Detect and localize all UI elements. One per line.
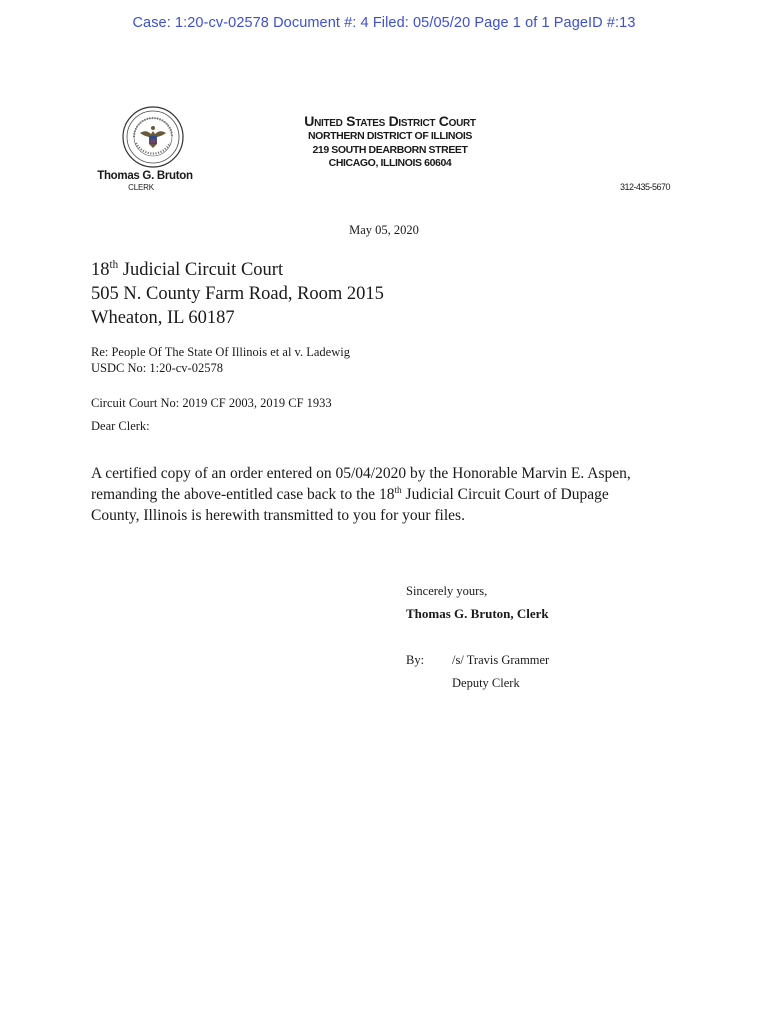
closing: Sincerely yours, [406, 584, 488, 598]
letterhead [250, 112, 530, 171]
letter-date: May 05, 2020 [349, 223, 419, 237]
letter-body: A certified copy of an order entered on 05/04/2020 by the Honorable Marvin E. Aspen, remanding the above-entitled case back to the 18th Judicial Circuit Court of Dupage County, Illinois is herewith transmitted to you for your files. [91, 465, 631, 524]
re-block [91, 344, 350, 376]
addressee-line-1: 18th Judicial Circuit Court [91, 258, 284, 280]
court-district: NORTHERN DISTRICT OF ILLINOIS [308, 130, 472, 142]
court-street: 219 SOUTH DEARBORN STREET [312, 143, 468, 156]
by-label: By: [406, 653, 425, 667]
addressee-line-3: Wheaton, IL 60187 [91, 308, 235, 328]
clerk-name: Thomas G. Bruton [97, 170, 193, 182]
filing-stamp: Case: 1:20-cv-02578 Document #: 4 Filed: 05/05/20 Page 1 of 1 PageID #:13 [132, 15, 636, 31]
court-city: CHICAGO, ILLINOIS 60604 [328, 157, 452, 169]
deputy-title: Deputy Clerk [452, 676, 520, 690]
court-phone: 312-435-5670 [619, 182, 670, 192]
addressee-line-2: 505 N. County Farm Road, Room 2015 [91, 284, 384, 304]
court-name: United States District Court [304, 113, 476, 129]
court-seal-icon [122, 106, 184, 168]
deputy-signature: /s/ Travis Grammer [452, 653, 550, 667]
re-usdc-number: USDC No: 1:20-cv-02578 [91, 361, 223, 375]
salutation: Dear Clerk: [91, 419, 150, 433]
addressee-block [91, 258, 384, 330]
re-case-title: Re: People Of The State Of Illinois et al v. Ladewig [91, 345, 350, 359]
clerk-title: CLERK [128, 183, 154, 192]
circuit-court-number: Circuit Court No: 2019 CF 2003, 2019 CF 1933 [91, 396, 332, 410]
signature-name: Thomas G. Bruton, Clerk [406, 606, 549, 621]
